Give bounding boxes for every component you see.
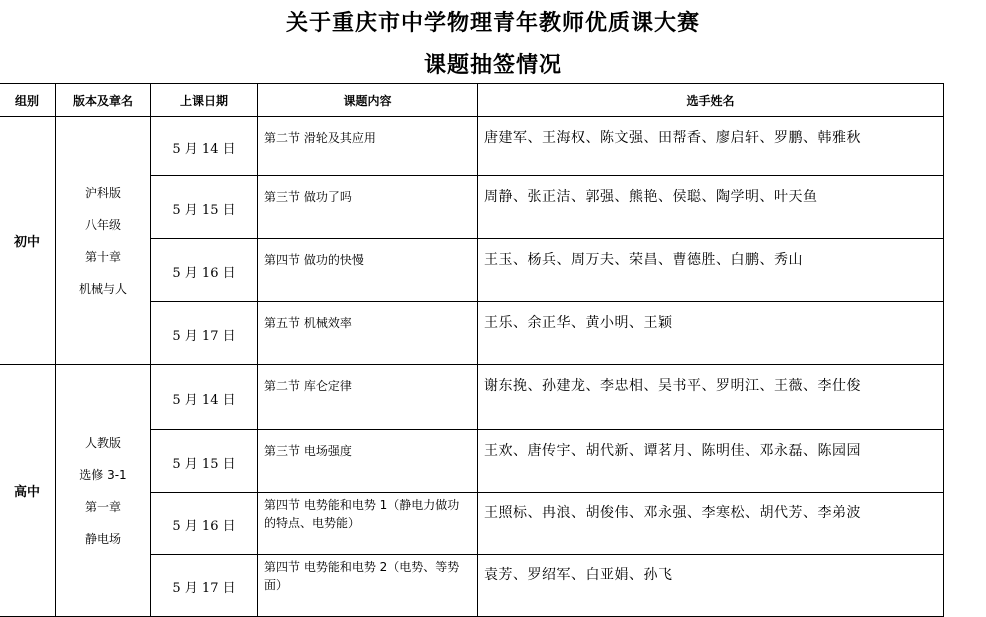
table-row [0, 365, 944, 430]
date-cell: 5 月 16 日 [151, 493, 258, 555]
header-row [0, 84, 944, 117]
header-names: 选手姓名 [478, 84, 944, 117]
edition-cell [56, 365, 151, 617]
edition-line: 沪科版 [84, 185, 121, 200]
table-row [0, 117, 944, 176]
edition-line: 静电场 [84, 531, 121, 546]
names-cell: 王照标、冉浪、胡俊伟、邓永强、李寒松、胡代芳、李弟波 [478, 493, 944, 555]
date-cell: 5 月 15 日 [151, 176, 258, 239]
edition-line: 选修 3-1 [79, 467, 127, 482]
edition-line: 人教版 [84, 435, 121, 450]
topic-cell: 第二节 滑轮及其应用 [258, 117, 478, 176]
topic-cell: 第二节 库仑定律 [258, 365, 478, 430]
date-cell: 5 月 14 日 [151, 365, 258, 430]
topic-cell: 第五节 机械效率 [258, 302, 478, 365]
header-topic: 课题内容 [258, 84, 478, 117]
names-cell: 王玉、杨兵、周万夫、荣昌、曹德胜、白鹏、秀山 [478, 239, 944, 302]
date-cell: 5 月 16 日 [151, 239, 258, 302]
names-cell: 王欢、唐传宇、胡代新、谭茗月、陈明佳、邓永磊、陈园园 [478, 430, 944, 493]
group-cell: 初中 [0, 117, 56, 365]
edition-line: 第一章 [84, 499, 121, 514]
date-cell: 5 月 17 日 [151, 555, 258, 617]
topic-cell: 第四节 做功的快慢 [258, 239, 478, 302]
header-edition: 版本及章名 [56, 84, 151, 117]
lottery-table [0, 83, 944, 617]
edition-cell [56, 117, 151, 365]
date-cell: 5 月 15 日 [151, 430, 258, 493]
edition-line: 机械与人 [78, 281, 127, 296]
edition-line: 八年级 [84, 217, 121, 232]
names-cell: 谢东挽、孙建龙、李忠相、吴书平、罗明江、王薇、李仕俊 [478, 365, 944, 430]
names-cell: 袁芳、罗绍军、白亚娟、孙飞 [478, 555, 944, 617]
date-cell: 5 月 14 日 [151, 117, 258, 176]
topic-cell: 第三节 电场强度 [258, 430, 478, 493]
names-cell: 唐建军、王海权、陈文强、田帮香、廖启轩、罗鹏、韩雅秋 [478, 117, 944, 176]
topic-cell: 第四节 电势能和电势 2（电势、等势面） [258, 555, 478, 617]
names-cell: 王乐、余正华、黄小明、王颖 [478, 302, 944, 365]
edition-line: 第十章 [84, 249, 121, 264]
header-group: 组别 [0, 84, 56, 117]
topic-cell: 第三节 做功了吗 [258, 176, 478, 239]
header-date: 上课日期 [151, 84, 258, 117]
topic-cell: 第四节 电势能和电势 1（静电力做功的特点、电势能） [258, 493, 478, 555]
page-subtitle: 课题抽签情况 [423, 53, 562, 78]
date-cell: 5 月 17 日 [151, 302, 258, 365]
page-title: 关于重庆市中学物理青年教师优质课大赛 [285, 11, 700, 36]
group-cell: 高中 [0, 365, 56, 617]
names-cell: 周静、张正洁、郭强、熊艳、侯聪、陶学明、叶天鱼 [478, 176, 944, 239]
